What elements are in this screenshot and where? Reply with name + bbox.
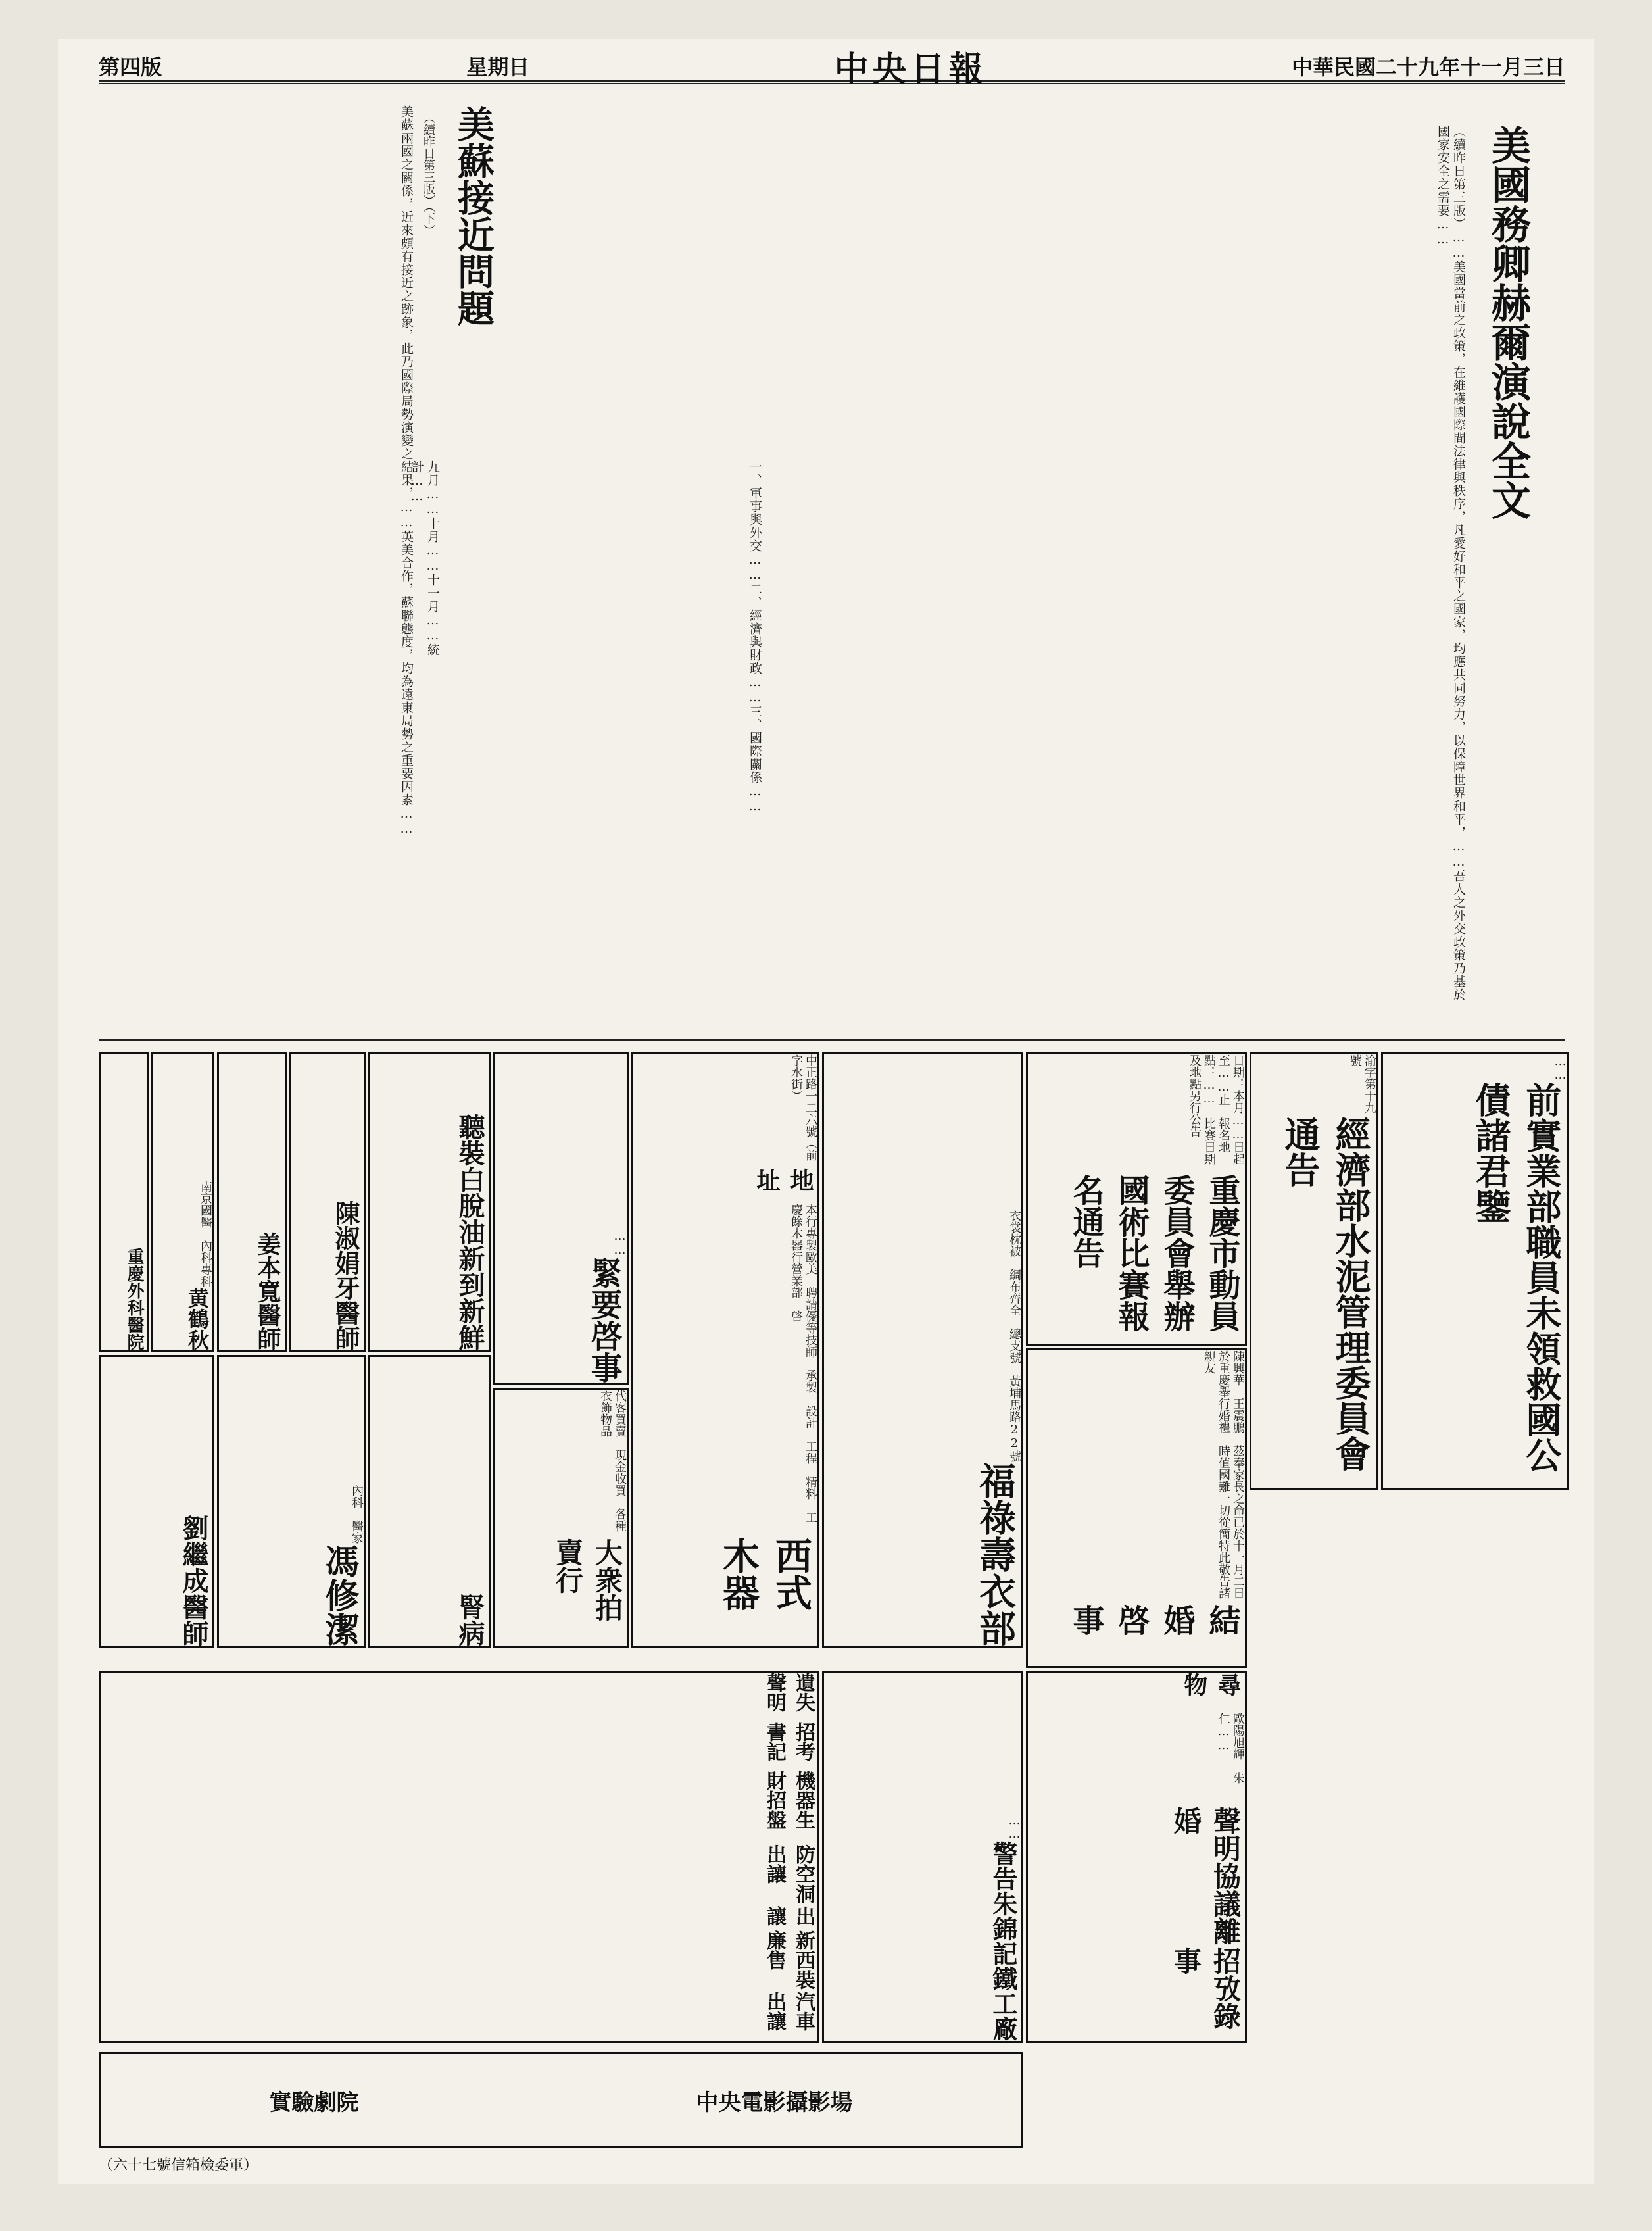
- ad-body: 本行專製歐美 聘請優等技師 承製 設計 工程 精料 工 慶餘木器行營業部 啓: [789, 1203, 817, 1535]
- ad-martial-arts: [1026, 1052, 1247, 1346]
- ad-cement-committee: [1250, 1052, 1378, 1490]
- ad-former-ministry: [1381, 1052, 1569, 1490]
- page-header: [99, 49, 1565, 89]
- ad-body: 渝字第十九號: [1348, 1054, 1376, 1114]
- article2-subtitle: （續昨日第三版）（下）: [422, 112, 435, 236]
- masthead: 中央日報: [834, 49, 987, 89]
- section-divider: [99, 1039, 1565, 1041]
- article1-body: （續昨日第三版）……美國當前之政策，在維護國際間法律與秩序，凡愛好和平之國家，均應共同努力，以保障世界和平，……吾人之外交政策乃基於國家安全之需要……: [1436, 125, 1466, 1001]
- ad-body: 衣裳枕被 綢布齊全 總支號 黃埔馬路22號: [1008, 1210, 1021, 1462]
- header-date: 中華民國二十九年十一月三日: [1291, 55, 1565, 80]
- ad-title: 警告朱錦記鐵工廠: [988, 1841, 1018, 2041]
- ad-title: 機器生財招盤: [763, 1771, 815, 1830]
- ad-urgent: [493, 1052, 629, 1385]
- ad-title: 出讓: [763, 1905, 815, 1926]
- ad-doctor-jiang: [217, 1052, 287, 1352]
- ad-body: 南京國醫 內科專科: [199, 1181, 212, 1287]
- ad-title: 馮修潔: [319, 1544, 359, 1646]
- ad-title: 結婚啓事: [1067, 1604, 1240, 1636]
- ad-title: 黄鶴秋: [185, 1287, 210, 1350]
- header-weekday: 星期日: [466, 55, 530, 80]
- article-misc-col2: 九月……十月……十一月……統計……: [410, 460, 440, 656]
- ad-title: 姜本寬醫師: [254, 1232, 281, 1350]
- ad-body: 陳興華 王震鵬 茲奉家長之命已於十一月二日於重慶舉行婚禮 時值國難一切從簡特此敬告諸親友: [1202, 1350, 1245, 1599]
- ad-body: 內科 醫家: [350, 1484, 364, 1544]
- ad-title: 新西裝廉售: [763, 1930, 815, 1990]
- ad-body: 日期：本月……日起至……止 報名地點：…… 比賽日期及地點另行公告: [1188, 1054, 1245, 1165]
- ad-title: 聽裝白脫油: [454, 1114, 485, 1245]
- ad-title: 劉繼成醫師: [178, 1515, 209, 1646]
- ad-body: ……: [613, 1229, 627, 1257]
- ad-title: 腎病: [454, 1594, 485, 1646]
- ad-kidney: [368, 1355, 491, 1648]
- ad-wedding: [1026, 1348, 1247, 1668]
- ad-furniture: [631, 1052, 819, 1648]
- ad-title: 陳淑娟牙醫師: [331, 1200, 360, 1350]
- ad-feng: [217, 1355, 366, 1648]
- article2-body: 美蘇兩國之關係，近來頗有接近之跡象，此乃國際局勢演變之結果，……英美合作，蘇聯態度，均為遠東局勢之重要因素……: [399, 105, 414, 837]
- ad-title: 招考書記: [763, 1721, 815, 1761]
- ad-title: 新到新鮮: [454, 1245, 485, 1350]
- ad-title: 重慶外科醫院: [124, 1248, 144, 1350]
- ad-body: ……: [1553, 1054, 1567, 1082]
- ad-warning: [822, 1671, 1023, 2043]
- ad-title: 聲明協議離婚: [1170, 1806, 1242, 1945]
- ad-title: 尋物: [1180, 1673, 1242, 1696]
- ad-recruit: [1026, 1671, 1247, 2043]
- ad-title: 地址: [753, 1168, 814, 1192]
- ad-title: 實驗劇院: [269, 2089, 359, 2116]
- ad-fulushou: [822, 1052, 1023, 1648]
- article2-title: 美蘇接近問題: [452, 105, 495, 326]
- ad-cinema-strip: [99, 2052, 1023, 2148]
- ad-title: 大衆拍賣行: [552, 1538, 623, 1621]
- ad-title: 福祿壽衣部: [973, 1462, 1017, 1646]
- ad-title: 重慶市動員委員會舉辦國術比賽報名通告: [1067, 1174, 1240, 1333]
- header-page-number: 第四版: [99, 55, 162, 80]
- ad-title: 緊要啓事: [585, 1257, 622, 1383]
- ad-liu: [99, 1355, 214, 1648]
- ad-dentist: [289, 1052, 366, 1352]
- ad-title: 遺失聲明: [763, 1673, 815, 1712]
- ad-auction: [493, 1388, 629, 1648]
- article1-title: 美國務卿赫爾演說全文: [1485, 125, 1531, 520]
- ad-body: ……: [1008, 1813, 1021, 1841]
- article-misc-col1: 一、軍事與外交……二、經濟與財政……三、國際關係……: [748, 460, 762, 814]
- ad-body: 代客買賣 現金收買 各種衣飾物品: [598, 1390, 627, 1532]
- ad-fresh: [368, 1052, 491, 1352]
- footer-note: （六十七號信箱檢委軍）: [99, 2157, 258, 2174]
- ad-title: 經濟部水泥管理委員會通告: [1279, 1116, 1372, 1472]
- ad-classifieds: [99, 1671, 819, 2043]
- ad-title: 招攷錄事: [1170, 1947, 1242, 2030]
- ad-huang: [151, 1052, 214, 1352]
- ad-body: 中正路一二六號（前字水街）: [789, 1054, 817, 1162]
- ad-surgery: [99, 1052, 149, 1352]
- ad-title: 防空洞出讓: [763, 1844, 815, 1904]
- ad-title: 西式木器: [717, 1536, 813, 1611]
- ad-body: 歐陽旭輝 朱仁……: [1217, 1713, 1245, 1784]
- ad-title: 前實業部職員未領救國公債諸君鑒: [1470, 1082, 1563, 1473]
- ad-title: 中央電影攝影場: [696, 2089, 853, 2116]
- ad-title: 汽車出讓: [763, 1992, 815, 2032]
